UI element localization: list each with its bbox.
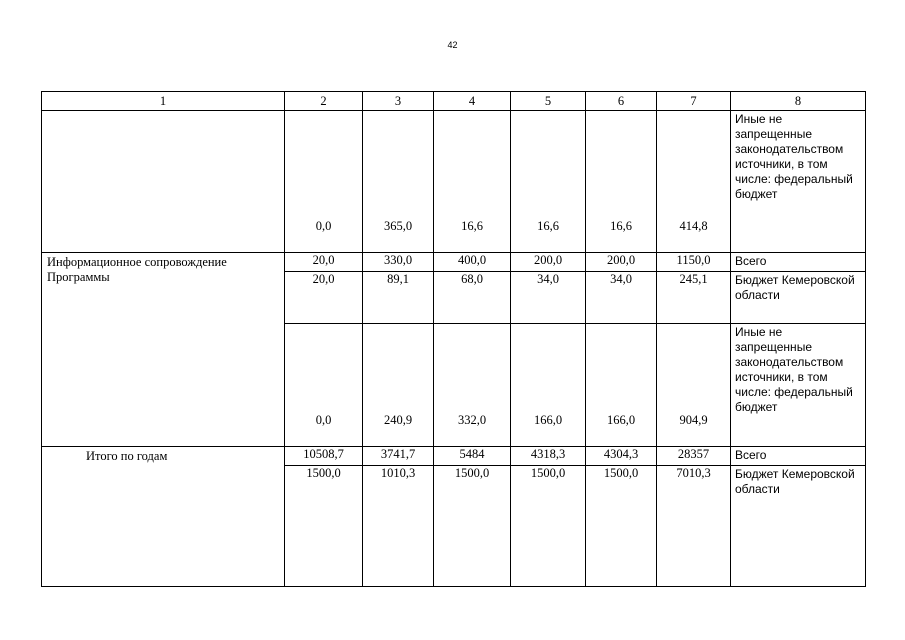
- header-row: [42, 92, 866, 111]
- table-row: [42, 253, 866, 272]
- value-cell: 1010,3: [363, 466, 434, 587]
- col-header-3: 3: [363, 92, 434, 111]
- value-cell: 10508,7: [285, 447, 363, 466]
- value-cell: 166,0: [586, 324, 657, 447]
- value-cell: 0,0: [285, 324, 363, 447]
- value-cell: 16,6: [434, 111, 511, 253]
- value-cell: 34,0: [586, 272, 657, 324]
- value-cell: 166,0: [511, 324, 586, 447]
- value-cell: 200,0: [586, 253, 657, 272]
- value-cell: 1500,0: [285, 466, 363, 587]
- value-cell: 330,0: [363, 253, 434, 272]
- col-header-4: 4: [434, 92, 511, 111]
- col-header-7: 7: [657, 92, 731, 111]
- budget-table: [41, 91, 866, 587]
- table-row: [42, 447, 866, 466]
- value-cell: 1500,0: [511, 466, 586, 587]
- value-cell: 904,9: [657, 324, 731, 447]
- value-cell: 1500,0: [434, 466, 511, 587]
- value-cell: 4318,3: [511, 447, 586, 466]
- col-header-1: 1: [42, 92, 285, 111]
- page-number: 42: [447, 40, 458, 50]
- value-cell: 7010,3: [657, 466, 731, 587]
- value-cell: 200,0: [511, 253, 586, 272]
- value-cell: 245,1: [657, 272, 731, 324]
- value-cell: 16,6: [511, 111, 586, 253]
- value-cell: 3741,7: [363, 447, 434, 466]
- total-name-cell: Итого по годам: [42, 447, 285, 587]
- source-cell: Иные не запрещенные законодательством источники, в том числе: федеральный бюджет: [731, 324, 866, 447]
- value-cell: 0,0: [285, 111, 363, 253]
- value-cell: 89,1: [363, 272, 434, 324]
- value-cell: 365,0: [363, 111, 434, 253]
- value-cell: 16,6: [586, 111, 657, 253]
- value-cell: 20,0: [285, 253, 363, 272]
- source-cell: Всего: [731, 447, 866, 466]
- col-header-8: 8: [731, 92, 866, 111]
- col-header-6: 6: [586, 92, 657, 111]
- value-cell: 68,0: [434, 272, 511, 324]
- table-row: [42, 111, 866, 253]
- program-name-cell: Информационное сопровождение Программы: [42, 253, 285, 447]
- col-header-5: 5: [511, 92, 586, 111]
- col-header-2: 2: [285, 92, 363, 111]
- source-cell: Бюджет Кемеровской области: [731, 272, 866, 324]
- value-cell: 1150,0: [657, 253, 731, 272]
- value-cell: 28357: [657, 447, 731, 466]
- value-cell: 20,0: [285, 272, 363, 324]
- value-cell: 5484: [434, 447, 511, 466]
- value-cell: 414,8: [657, 111, 731, 253]
- source-cell: Всего: [731, 253, 866, 272]
- source-cell: Бюджет Кемеровской области: [731, 466, 866, 587]
- name-cell-empty: [42, 111, 285, 253]
- value-cell: 240,9: [363, 324, 434, 447]
- value-cell: 4304,3: [586, 447, 657, 466]
- value-cell: 34,0: [511, 272, 586, 324]
- value-cell: 1500,0: [586, 466, 657, 587]
- source-cell: Иные не запрещенные законодательством источники, в том числе: федеральный бюджет: [731, 111, 866, 253]
- value-cell: 400,0: [434, 253, 511, 272]
- value-cell: 332,0: [434, 324, 511, 447]
